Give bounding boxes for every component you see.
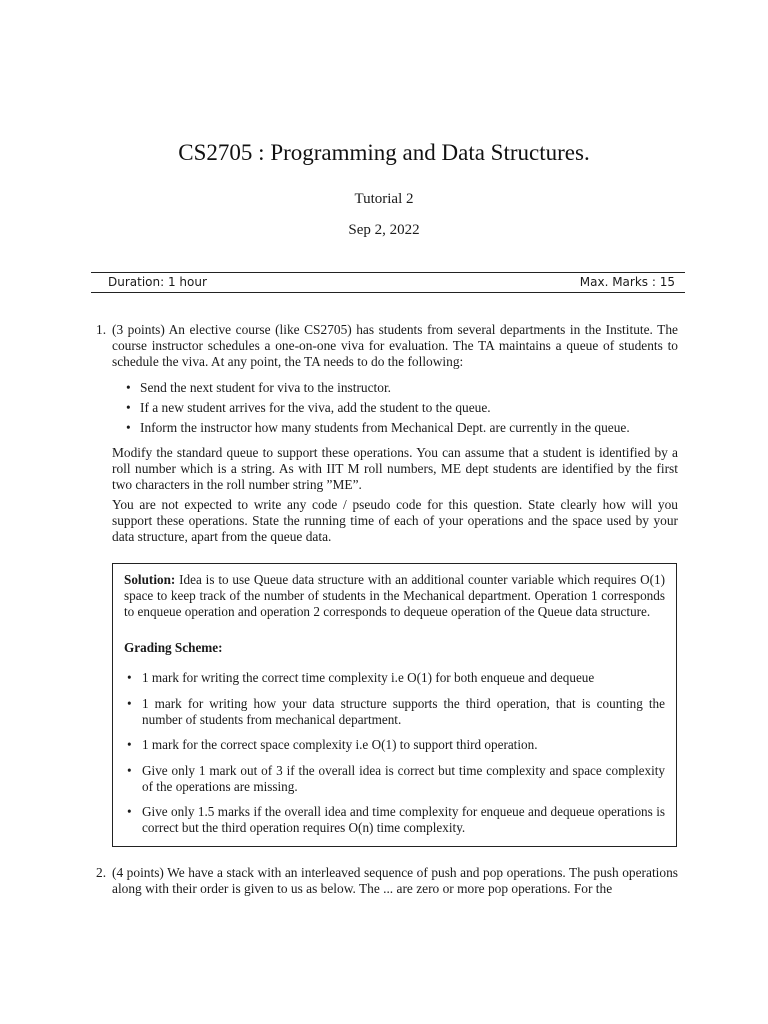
bullet-icon: •: [127, 670, 132, 685]
grading-scheme-heading: Grading Scheme:: [124, 640, 223, 655]
tutorial-subtitle: Tutorial 2: [354, 191, 414, 207]
max-marks-label: Max. Marks : 15: [579, 275, 675, 289]
bullet-icon: •: [127, 763, 132, 778]
page-title: CS2705 : Programming and Data Structures.: [178, 140, 590, 165]
question-1-paragraph-1: Modify the standard queue to support these operations. You can assume that a student is identified by a roll number which is a string. As with IIT M roll numbers, ME dept students are identified by the first two characters in the roll number string ”ME”.: [112, 445, 678, 492]
bullet-icon: •: [126, 400, 131, 415]
bullet-icon: •: [126, 420, 131, 435]
grading-item: • 1 mark for writing how your data structure supports the third operation, that is counting the number of students from mechanical department.: [127, 696, 665, 727]
solution-body: Idea is to use Queue data structure with an additional counter variable which requires O(1) space to keep track of the number of students in the Mechanical department. Operation 1 corresponds to enqueue operation and operation 2 corresponds to dequeue operation of the Queue data structure.: [124, 572, 665, 619]
question-2-number: 2.: [96, 865, 107, 880]
question-1-paragraph-2: You are not expected to write any code / pseudo code for this question. State clearly how will you support these operations. State the running time of each of your operations and the space used by your data structure, apart from the queue data.: [112, 497, 678, 544]
question-2-intro: (4 points) We have a stack with an interleaved sequence of push and pop operations. The push operations along with their order is given to us as below. The ... are zero or more pop operations. For the: [112, 865, 678, 896]
duration-label: Duration: 1 hour: [108, 275, 207, 289]
grading-item: • Give only 1.5 marks if the overall idea and time complexity for enqueue and dequeue operations is correct but the third operation requires O(n) time complexity.: [127, 804, 665, 835]
question-1-intro-text: (3 points) An elective course (like CS2705) has students from several departments in the Institute. The course instructor schedules a one-on-one viva for evaluation. The TA maintains a queue of students to schedule the viva. At any point, the TA needs to do the following:: [112, 322, 678, 369]
grading-item: • 1 mark for the correct space complexity i.e O(1) to support third operation.: [127, 737, 538, 752]
solution-text: [124, 572, 665, 620]
bullet-icon: •: [126, 380, 131, 395]
question-1-number: 1.: [96, 322, 107, 337]
solution-label: Solution:: [124, 572, 176, 587]
grading-item: • Give only 1 mark out of 3 if the overall idea is correct but time complexity and space complexity of the operations are missing.: [127, 763, 665, 794]
date-line: Sep 2, 2022: [348, 222, 420, 238]
bullet-icon: •: [127, 696, 132, 711]
solution-box: [112, 563, 677, 847]
bullet-icon: •: [127, 804, 132, 819]
grading-item: • 1 mark for writing the correct time complexity i.e O(1) for both enqueue and dequeue: [127, 670, 595, 685]
document-page: CS2705 : Programming and Data Structures. Tutorial 2 Sep 2, 2022 Duration: 1 hour Max. Marks : 15 1. (3 points) An elective course (like CS2705) has students from several departments in the Institute. The course instructor schedules a one-on-one viva for evaluation. The TA maintains a queue of students to schedule the viva. At any point, the TA needs to do the following: • Send the next student for viva to the instructor. • If a new student arrives for the viva, add the student to the queue. • Inform the instructor how many students from Mechanical Dept. are currently in the queue. Modify the standard queue to support these operations. You can assume that a student is identified by a roll number which is a string. As with IIT M roll numbers, ME dept students are identified by the first two characters in the roll number string ”ME”. You are not expected to write any code / pseudo code for this question. State clearly how will you support these operations. State the running time of each of your operations and the space used by your data structure, apart from the queue data. Solution: Idea is to use Queue data structure with an additional counter variable which requires O(1) space to keep track of the number of students in the Mechanical department. Operation 1 corresponds to enqueue operation and operation 2 corresponds to dequeue operation of the Queue data structure. Grading Scheme: • 1 mark for writing the correct time complexity i.e O(1) for both enqueue and dequeue • 1 mark for writing how your data structure supports the third operation, that is counting the number of students from mechanical department. • 1 mark for the correct space complexity i.e O(1) to support third operation. • Give only 1 mark out of 3 if the overall idea is correct but time complexity and space complexity of the operations are missing. • Give only 1.5 marks if the overall idea and time complexity for enqueue and dequeue operations is correct but the third operation requires O(n) time complexity. 2. (4 points) We have a stack with an interleaved sequence of push and pop operations. The push operations along with their order is given to us as below. The ... are zero or more pop operations. For the: [0, 0, 768, 1024]
question-1-intro: [112, 322, 678, 370]
exam-info-bar: [91, 272, 685, 293]
bullet-icon: •: [127, 737, 132, 752]
